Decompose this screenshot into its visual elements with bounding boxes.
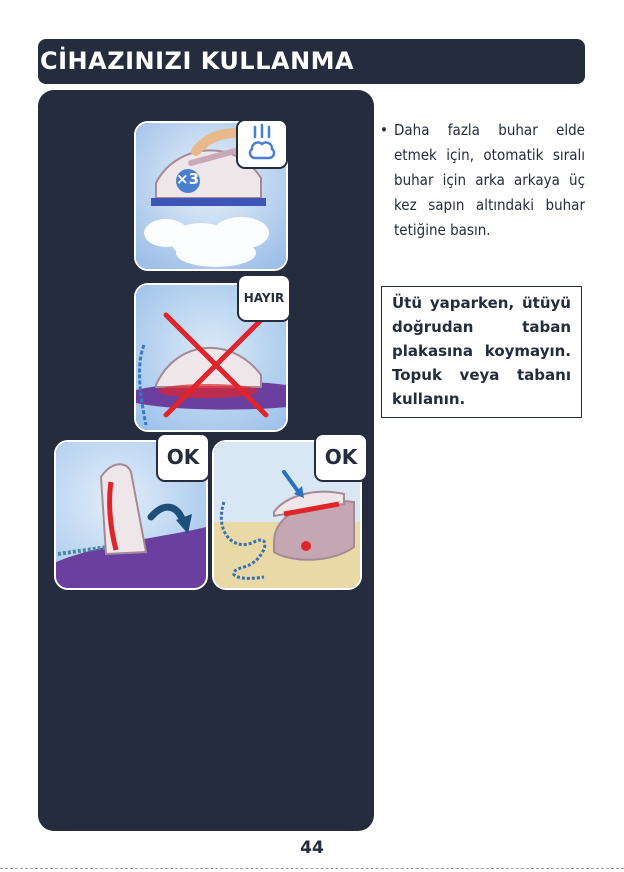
ok-badge-base-label: OK	[324, 445, 358, 469]
steam-multiplier-label: ×3	[176, 170, 200, 188]
no-badge	[237, 274, 291, 322]
page-number: 44	[300, 838, 324, 858]
steam-tip-text: Daha fazla buhar elde etmek için, otomatik sıralı buhar için arka arkaya üç kez sapın altındaki buhar tetiğine basın.	[394, 121, 585, 239]
bullet-marker: •	[380, 121, 388, 139]
ok-badge-heel	[156, 433, 210, 482]
ok-badge-heel-label: OK	[166, 445, 200, 469]
steam-icon	[236, 119, 288, 169]
section-header-bar	[38, 39, 585, 84]
warning-text: Ütü yaparken, ütüyü doğrudan taban plakasına koymayın. Topuk veya tabanı kullanın.	[392, 294, 571, 408]
warning-box	[381, 286, 582, 418]
steam-tip-bullet	[380, 118, 585, 243]
section-title: CİHAZINIZI KULLANMA	[40, 47, 355, 75]
ok-badge-base	[314, 433, 368, 482]
footer-divider	[0, 868, 624, 869]
no-badge-label: HAYIR	[243, 291, 285, 305]
